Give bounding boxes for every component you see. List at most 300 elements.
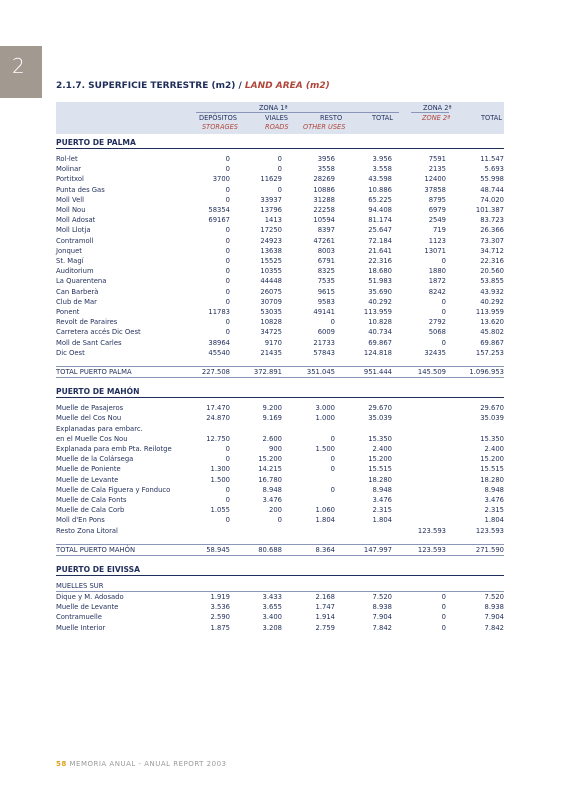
cell-value: 9.200	[262, 404, 282, 413]
zona2-rule	[411, 112, 449, 113]
row-label: Muelle de Levante	[56, 603, 119, 612]
cell-value: 7.520	[484, 593, 504, 601]
cell-value: 0	[441, 613, 446, 622]
cell-value: 1.804	[315, 516, 335, 525]
cell-value: 18.280	[480, 475, 504, 484]
cell-value: 14.215	[258, 465, 282, 474]
table-row	[56, 327, 504, 337]
cell-value: 2.590	[210, 613, 230, 622]
cell-value: 72.184	[368, 236, 392, 245]
row-label: Can Barberà	[56, 287, 99, 296]
cell-value: 73.307	[480, 236, 504, 245]
cell-value: 43.598	[368, 175, 392, 184]
header-depositos: DEPÓSITOS	[199, 114, 237, 122]
cell-value: 2.315	[484, 506, 504, 515]
section-title: PUERTO DE EIVISSA	[56, 565, 141, 574]
cell-value: 34.712	[480, 246, 504, 255]
row-label: Muelle de la Colársega	[56, 455, 134, 464]
cell-value: 8.938	[484, 603, 504, 612]
cell-value: 0	[225, 328, 230, 337]
row-label: Muelle del Cos Nou	[56, 414, 122, 423]
header-storages: STORAGES	[202, 123, 238, 131]
cell-value: 0	[225, 277, 230, 286]
cell-value: 1.804	[372, 516, 392, 525]
cell-value: 2.600	[262, 434, 282, 443]
cell-value: 44448	[260, 277, 282, 286]
table-row	[56, 495, 504, 505]
cell-value: 69167	[208, 216, 230, 225]
cell-value: 1413	[264, 216, 282, 225]
cell-value: 69.867	[480, 338, 504, 347]
table-row	[56, 307, 504, 317]
cell-value: 38964	[208, 338, 230, 347]
cell-value: 0	[225, 318, 230, 327]
cell-value: 0	[225, 246, 230, 255]
cell-value: 8.948	[372, 485, 392, 494]
table-header	[56, 102, 504, 134]
row-label: Ponent	[56, 308, 80, 316]
cell-value: 43.932	[480, 287, 504, 296]
row-label: en el Muelle Cos Nou	[56, 434, 128, 443]
cell-value: 22.316	[480, 257, 504, 265]
cell-value: 113.959	[475, 308, 504, 316]
cell-value: 10.828	[368, 318, 392, 327]
table-row	[56, 592, 504, 602]
total-row	[56, 367, 504, 377]
cell-value: 15.350	[480, 434, 504, 443]
table-row	[56, 195, 504, 205]
cell-value: 15525	[260, 257, 282, 265]
row-label: Rol-let	[56, 155, 78, 163]
cell-value: 0	[225, 516, 230, 525]
cell-value: 30709	[260, 297, 282, 306]
cell-value: 0	[277, 185, 282, 194]
cell-value: 3.655	[262, 603, 282, 612]
table-row	[56, 185, 504, 195]
table-row	[56, 515, 504, 525]
cell-value: 3.000	[315, 404, 335, 413]
cell-value: 10828	[260, 318, 282, 327]
cell-value: 113.959	[363, 308, 392, 316]
cell-value: 0	[225, 185, 230, 194]
cell-value: 13.620	[480, 318, 504, 327]
cell-value: 25.647	[368, 226, 392, 235]
cell-value: 2.168	[315, 593, 335, 601]
cell-value: 1.500	[315, 445, 335, 453]
cell-value: 80.688	[258, 545, 282, 554]
table-row	[56, 475, 504, 485]
cell-value: 0	[225, 236, 230, 245]
cell-value: 3558	[317, 165, 335, 174]
cell-value: 1.747	[315, 603, 335, 612]
cell-value: 1.919	[210, 593, 230, 601]
table-row	[56, 236, 504, 246]
cell-value: 0	[225, 496, 230, 504]
cell-value: 3.476	[484, 496, 504, 504]
cell-value: 11783	[208, 308, 230, 316]
cell-value: 3.536	[210, 603, 230, 612]
heading-spanish: 2.1.7. SUPERFICIE TERRESTRE (m2) /	[56, 81, 242, 91]
cell-value: 8795	[428, 195, 446, 204]
section-title: PUERTO DE PALMA	[56, 138, 136, 147]
cell-value: 6791	[317, 257, 335, 265]
cell-value: 7.904	[484, 613, 504, 622]
cell-value: 15.350	[368, 434, 392, 443]
cell-value: 3.956	[372, 155, 392, 163]
cell-value: 40.292	[368, 297, 392, 306]
row-label: Carretera accés Dic Oest	[56, 328, 141, 337]
table-row	[56, 174, 504, 184]
cell-value: 35.039	[368, 414, 392, 423]
cell-value: 0	[441, 623, 446, 632]
cell-value: 22.316	[368, 257, 392, 265]
cell-value: 0	[225, 297, 230, 306]
cell-value: 7.842	[484, 623, 504, 632]
cell-value: 0	[277, 165, 282, 174]
row-label: Portitxol	[56, 175, 84, 184]
cell-value: 951.444	[363, 368, 392, 376]
cell-value: 13796	[260, 206, 282, 214]
row-label: Dique y M. Adosado	[56, 593, 124, 601]
row-label: Revolt de Paraires	[56, 318, 118, 327]
cell-value: 0	[225, 267, 230, 276]
cell-value: 1880	[428, 267, 446, 276]
cell-value: 55.998	[480, 175, 504, 184]
cell-value: 18.280	[368, 475, 392, 484]
cell-value: 147.997	[363, 545, 392, 554]
section-rule	[56, 575, 504, 576]
page-footer	[56, 760, 227, 768]
cell-value: 7.842	[372, 623, 392, 632]
table-row	[56, 505, 504, 515]
cell-value: 10.886	[368, 185, 392, 194]
cell-value: 15.200	[368, 455, 392, 464]
row-label: La Quarentena	[56, 277, 107, 286]
cell-value: 8.938	[372, 603, 392, 612]
row-label: TOTAL PUERTO PALMA	[56, 368, 132, 376]
cell-value: 26.366	[480, 226, 504, 235]
cell-value: 2135	[428, 165, 446, 174]
row-label: St. Magí	[56, 257, 84, 265]
cell-value: 29.670	[480, 404, 504, 413]
cell-value: 53035	[260, 308, 282, 316]
cell-value: 10886	[313, 185, 335, 194]
cell-value: 1.500	[210, 475, 230, 484]
row-label: Explanadas para embarc.	[56, 424, 143, 433]
cell-value: 3.433	[262, 593, 282, 601]
cell-value: 0	[330, 318, 335, 327]
cell-value: 81.174	[368, 216, 392, 225]
table-row	[56, 526, 504, 536]
cell-value: 1.096.953	[469, 368, 504, 376]
cell-value: 2.400	[372, 445, 392, 453]
table-row	[56, 246, 504, 256]
cell-value: 28269	[313, 175, 335, 184]
cell-value: 3.476	[262, 496, 282, 504]
header-viales: VIALES	[265, 114, 288, 122]
cell-value: 29.670	[368, 404, 392, 413]
cell-value: 11629	[260, 175, 282, 184]
cell-value: 74.020	[480, 195, 504, 204]
cell-value: 1.804	[484, 516, 504, 525]
cell-value: 2.315	[372, 506, 392, 515]
cell-value: 83.723	[480, 216, 504, 225]
cell-value: 0	[225, 287, 230, 296]
cell-value: 3.208	[262, 623, 282, 632]
cell-value: 3956	[317, 155, 335, 163]
cell-value: 2.400	[484, 445, 504, 453]
cell-value: 0	[441, 297, 446, 306]
cell-value: 15.200	[258, 455, 282, 464]
row-label: Explanada para emb Pta. Reilotge	[56, 445, 172, 453]
section-subtitle: MUELLES SUR	[56, 582, 104, 590]
table-row	[56, 348, 504, 358]
page-number: 58	[56, 760, 67, 768]
cell-value: 2792	[428, 318, 446, 327]
table-row	[56, 444, 504, 454]
row-label: Punta des Gas	[56, 185, 105, 194]
row-label: Muelle de Levante	[56, 475, 119, 484]
cell-value: 123.593	[417, 526, 446, 535]
cell-value: 35.690	[368, 287, 392, 296]
cell-value: 45540	[208, 348, 230, 357]
cell-value: 18.680	[368, 267, 392, 276]
cell-value: 0	[225, 226, 230, 235]
cell-value: 45.802	[480, 328, 504, 337]
cell-value: 24923	[260, 236, 282, 245]
header-total2: TOTAL	[481, 114, 502, 122]
header-roads: ROADS	[265, 123, 289, 131]
header-zone2-en: ZONE 2ª	[422, 114, 451, 122]
footer-text: MEMORIA ANUAL - ANUAL REPORT 2003	[66, 760, 227, 768]
cell-value: 13071	[424, 246, 446, 255]
cell-value: 0	[441, 603, 446, 612]
row-label: Muelle Interior	[56, 623, 106, 632]
cell-value: 7535	[317, 277, 335, 286]
cell-value: 11.547	[480, 155, 504, 163]
total-rule-bottom	[56, 555, 504, 556]
row-label: Moll d'En Pons	[56, 516, 105, 525]
cell-value: 1.875	[210, 623, 230, 632]
section-rule	[56, 148, 504, 149]
cell-value: 10355	[260, 267, 282, 276]
cell-value: 10594	[313, 216, 335, 225]
header-total: TOTAL	[372, 114, 393, 122]
cell-value: 145.509	[417, 368, 446, 376]
land-area-table	[56, 102, 504, 632]
cell-value: 0	[277, 155, 282, 163]
cell-value: 5068	[428, 328, 446, 337]
table-row	[56, 266, 504, 276]
total-rule-bottom	[56, 377, 504, 378]
table-row	[56, 338, 504, 348]
row-label: Muelle de Poniente	[56, 465, 121, 474]
row-label: Molinar	[56, 165, 82, 174]
table-row	[56, 276, 504, 286]
cell-value: 0	[225, 155, 230, 163]
cell-value: 0	[225, 485, 230, 494]
table-row	[56, 205, 504, 215]
table-row	[56, 154, 504, 164]
chapter-tab	[0, 46, 42, 98]
cell-value: 0	[225, 165, 230, 174]
cell-value: 51.983	[368, 277, 392, 286]
cell-value: 13638	[260, 246, 282, 255]
row-label: Contramuelle	[56, 613, 102, 622]
cell-value: 21435	[260, 348, 282, 357]
table-row	[56, 612, 504, 622]
row-label: Muelle de Cala Corb	[56, 506, 125, 515]
row-label: Moll Nou	[56, 206, 86, 214]
cell-value: 1.060	[315, 506, 335, 515]
cell-value: 0	[225, 195, 230, 204]
cell-value: 16.780	[258, 475, 282, 484]
cell-value: 69.867	[368, 338, 392, 347]
cell-value: 0	[441, 308, 446, 316]
cell-value: 0	[330, 455, 335, 464]
cell-value: 12.750	[206, 434, 230, 443]
cell-value: 12400	[424, 175, 446, 184]
cell-value: 0	[225, 257, 230, 265]
cell-value: 124.818	[363, 348, 392, 357]
cell-value: 900	[269, 445, 282, 453]
cell-value: 8003	[317, 246, 335, 255]
cell-value: 37858	[424, 185, 446, 194]
table-row	[56, 602, 504, 612]
cell-value: 20.560	[480, 267, 504, 276]
table-row	[56, 464, 504, 474]
row-label: Dic Oest	[56, 348, 85, 357]
row-label: Moll Vell	[56, 195, 85, 204]
table-row	[56, 164, 504, 174]
cell-value: 1872	[428, 277, 446, 286]
cell-value: 9.169	[262, 414, 282, 423]
total-row	[56, 545, 504, 555]
cell-value: 0	[441, 338, 446, 347]
cell-value: 31288	[313, 195, 335, 204]
cell-value: 8.948	[484, 485, 504, 494]
cell-value: 0	[277, 516, 282, 525]
cell-value: 271.590	[475, 545, 504, 554]
cell-value: 15.515	[368, 465, 392, 474]
table-row	[56, 413, 504, 423]
cell-value: 157.253	[475, 348, 504, 357]
chapter-number: 2	[12, 54, 25, 78]
header-resto: RESTO	[320, 114, 343, 122]
cell-value: 372.891	[253, 368, 282, 376]
cell-value: 57843	[313, 348, 335, 357]
cell-value: 719	[433, 226, 446, 235]
cell-value: 9583	[317, 297, 335, 306]
cell-value: 58.945	[206, 545, 230, 554]
cell-value: 7.904	[372, 613, 392, 622]
cell-value: 15.515	[480, 465, 504, 474]
cell-value: 2.759	[315, 623, 335, 632]
cell-value: 123.593	[475, 526, 504, 535]
cell-value: 1.055	[210, 506, 230, 515]
cell-value: 0	[225, 455, 230, 464]
cell-value: 8242	[428, 287, 446, 296]
table-row	[56, 623, 504, 633]
cell-value: 65.225	[368, 195, 392, 204]
table-row	[56, 256, 504, 266]
cell-value: 0	[330, 465, 335, 474]
cell-value: 3.476	[372, 496, 392, 504]
cell-value: 227.508	[201, 368, 230, 376]
cell-value: 34725	[260, 328, 282, 337]
cell-value: 8397	[317, 226, 335, 235]
cell-value: 1.300	[210, 465, 230, 474]
cell-value: 15.200	[480, 455, 504, 464]
section-title: PUERTO DE MAHÓN	[56, 387, 140, 397]
cell-value: 0	[330, 434, 335, 443]
cell-value: 351.045	[306, 368, 335, 376]
row-label: Muelle de Pasajeros	[56, 404, 124, 413]
cell-value: 24.870	[206, 414, 230, 423]
cell-value: 49141	[313, 308, 335, 316]
cell-value: 1.914	[315, 613, 335, 622]
cell-value: 9615	[317, 287, 335, 296]
cell-value: 26075	[260, 287, 282, 296]
cell-value: 0	[441, 593, 446, 601]
cell-value: 1123	[428, 236, 446, 245]
table-row	[56, 317, 504, 327]
table-row	[56, 485, 504, 495]
cell-value: 1.000	[315, 414, 335, 423]
cell-value: 101.387	[475, 206, 504, 214]
cell-value: 48.744	[480, 185, 504, 194]
table-row	[56, 297, 504, 307]
row-label: Auditorium	[56, 267, 94, 276]
cell-value: 21733	[313, 338, 335, 347]
row-label: TOTAL PUERTO MAHÓN	[56, 545, 136, 554]
row-label: Muelle de Cala Fonts	[56, 496, 127, 504]
row-label: Muelle de Cala Figuera y Fonduco	[56, 485, 171, 494]
header-zona2: ZONA 2ª	[423, 104, 452, 112]
header-zona1: ZONA 1ª	[259, 104, 288, 112]
cell-value: 33937	[260, 195, 282, 204]
row-label: Moll Llotja	[56, 226, 91, 235]
cell-value: 3700	[212, 175, 230, 184]
table-row	[56, 434, 504, 444]
table-row	[56, 454, 504, 464]
cell-value: 17250	[260, 226, 282, 235]
cell-value: 3.400	[262, 613, 282, 622]
row-label: Resto Zona Litoral	[56, 526, 118, 535]
section-rule	[56, 397, 504, 398]
cell-value: 8.364	[315, 545, 335, 554]
cell-value: 40.734	[368, 328, 392, 337]
cell-value: 200	[269, 506, 282, 515]
zona1-rule	[196, 112, 399, 113]
table-row	[56, 403, 504, 413]
cell-value: 2549	[428, 216, 446, 225]
cell-value: 17.470	[206, 404, 230, 413]
header-other-uses: OTHER USES	[303, 123, 346, 131]
cell-value: 58354	[208, 206, 230, 214]
cell-value: 94.408	[368, 206, 392, 214]
cell-value: 9170	[264, 338, 282, 347]
table-row	[56, 215, 504, 225]
cell-value: 0	[441, 257, 446, 265]
cell-value: 8325	[317, 267, 335, 276]
cell-value: 0	[225, 445, 230, 453]
table-row	[56, 287, 504, 297]
row-label: Jonquet	[56, 246, 82, 255]
cell-value: 7591	[428, 155, 446, 163]
heading-english: LAND AREA (m2)	[241, 81, 330, 91]
row-label: Contramoll	[56, 236, 94, 245]
